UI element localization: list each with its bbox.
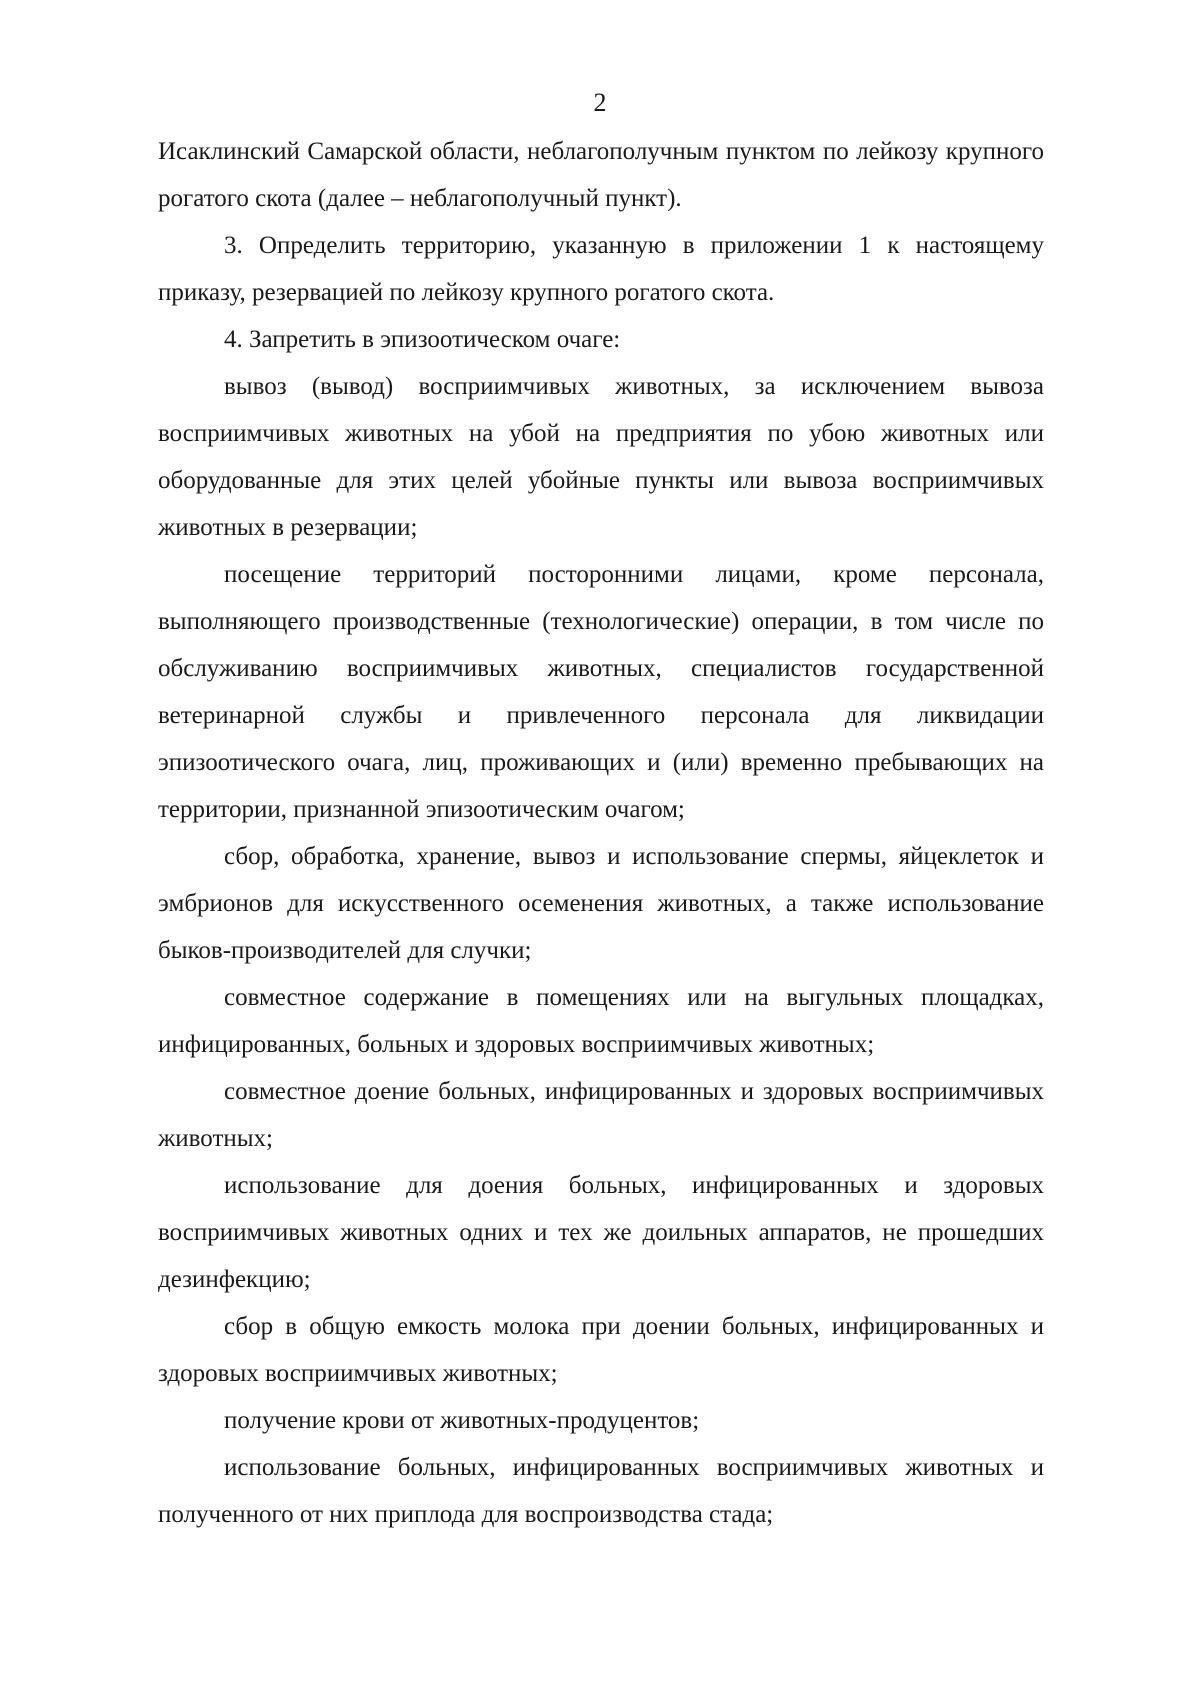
document-body (158, 128, 1044, 1538)
prohibition-blood: получение крови от животных-продуцентов; (224, 1407, 700, 1434)
prohibition-sperm: сбор, обработка, хранение, вывоз и использование спермы, яйцеклеток и эмбрионов для искусственного осеменения животных, а также использование быков-производителей для случки; (158, 843, 1044, 964)
prohibition-export: вывоз (вывод) восприимчивых животных, за исключением вывоза восприимчивых животных на убой на предприятия по убою животных или оборудованные для этих целей убойные пункты или вывоза восприимчивых животных в резервации; (158, 373, 1044, 541)
prohibition-joint-milking: совместное доение больных, инфицированных и здоровых восприимчивых животных; (158, 1078, 1044, 1152)
prohibition-reproduction: использование больных, инфицированных восприимчивых животных и полученного от них приплода для воспроизводства стада; (158, 1454, 1044, 1528)
paragraph-item-4: 4. Запретить в эпизоотическом очаге: (224, 326, 621, 353)
prohibition-visits: посещение территорий посторонними лицами, кроме персонала, выполняющего производственные (технологические) операции, в том числе по обслуживанию восприимчивых животных, специалистов государственной ветеринарной службы и привлеченного персонала для ликвидации эпизоотического очага, лиц, проживающих и (или) временно пребывающих на территории, признанной эпизоотическим очагом; (158, 561, 1044, 823)
prohibition-milk-collection: сбор в общую емкость молока при доении больных, инфицированных и здоровых восприимчивых животных; (158, 1313, 1044, 1387)
prohibition-joint-keeping: совместное содержание в помещениях или на выгульных площадках, инфицированных, больных и здоровых восприимчивых животных; (158, 984, 1044, 1058)
paragraph-continuation: Исаклинский Самарской области, неблагополучным пунктом по лейкозу крупного рогатого скота (далее – неблагополучный пункт). (158, 138, 1044, 212)
page-number: 2 (593, 88, 607, 117)
prohibition-milking-devices: использование для доения больных, инфицированных и здоровых восприимчивых животных одних и тех же доильных аппаратов, не прошедших дезинфекцию; (158, 1172, 1044, 1293)
paragraph-item-3: 3. Определить территорию, указанную в приложении 1 к настоящему приказу, резервацией по лейкозу крупного рогатого скота. (158, 232, 1044, 306)
